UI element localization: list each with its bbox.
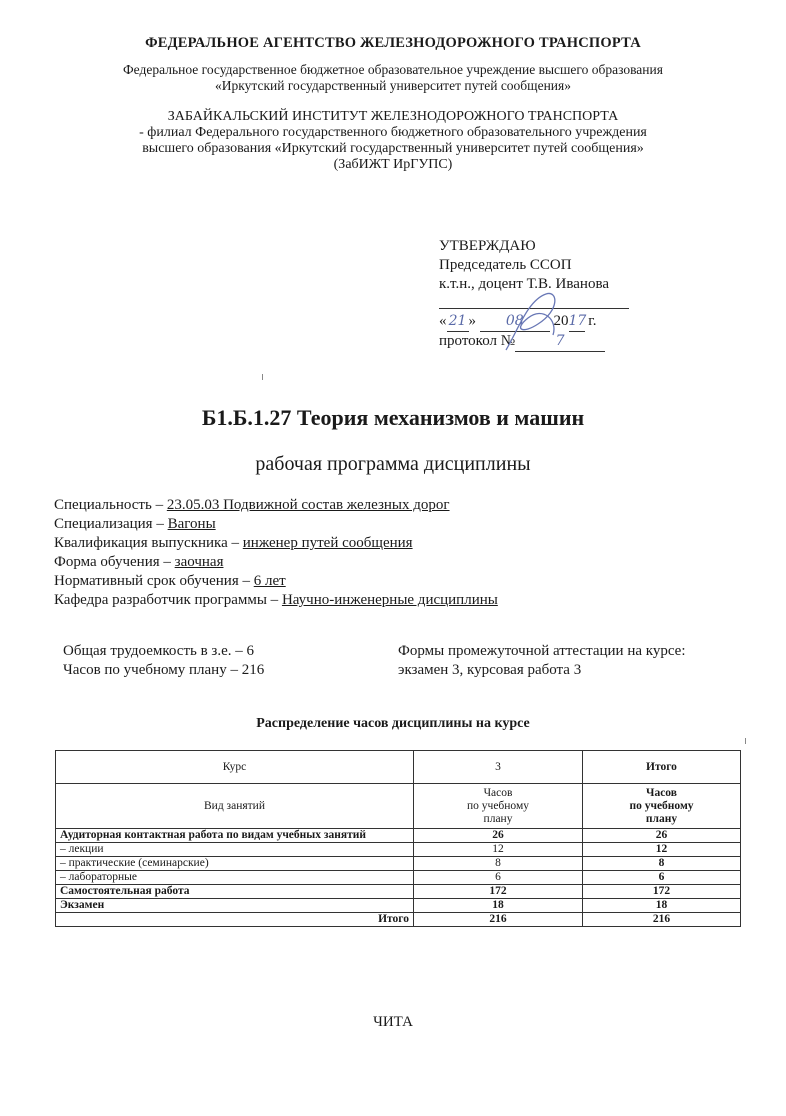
header-course: Курс bbox=[56, 751, 414, 784]
row-value: 12 bbox=[414, 843, 583, 857]
table-row bbox=[56, 843, 741, 857]
row-total: 216 bbox=[583, 913, 741, 927]
date-year-suffix: 17 bbox=[569, 312, 585, 332]
row-name: Аудиторная контактная работа по видам учебных занятий bbox=[56, 829, 414, 843]
department-label: Кафедра разработчик программы – bbox=[54, 592, 282, 608]
table-row bbox=[56, 885, 741, 899]
protocol-label: протокол № bbox=[439, 333, 516, 349]
specialty-value: 23.05.03 Подвижной состав железных дорог bbox=[166, 497, 450, 513]
inst-line-4: (ЗабИЖТ ИрГУПС) bbox=[333, 157, 453, 172]
table-row bbox=[56, 899, 741, 913]
protocol-number: 7 bbox=[515, 332, 605, 352]
study-form-row bbox=[54, 553, 498, 572]
scan-speck bbox=[745, 738, 746, 744]
row-name: Итого bbox=[56, 913, 414, 927]
workload-credits: Общая трудоемкость в з.е. – 6 bbox=[63, 643, 255, 659]
row-total: 18 bbox=[583, 899, 741, 913]
specialization-label: Специализация – bbox=[54, 516, 168, 532]
row-value: 172 bbox=[414, 885, 583, 899]
row-name: – практические (семинарские) bbox=[56, 857, 414, 871]
inst-line-3: высшего образования «Иркутский государственный университет путей сообщения» bbox=[142, 141, 644, 156]
inst-line-1: ЗАБАЙКАЛЬСКИЙ ИНСТИТУТ ЖЕЛЕЗНОДОРОЖНОГО ТРАНСПОРТА bbox=[167, 109, 619, 124]
spec-block bbox=[54, 496, 498, 610]
study-form-value: заочная bbox=[174, 554, 224, 570]
workload-summary bbox=[63, 642, 264, 680]
row-value: 216 bbox=[414, 913, 583, 927]
hours-course-line-1: Часов bbox=[483, 786, 513, 799]
study-term-value: 6 лет bbox=[253, 573, 286, 589]
qualification-label: Квалификация выпускника – bbox=[54, 535, 243, 551]
org-line-1: Федеральное государственное бюджетное образовательное учреждение высшего образования bbox=[123, 62, 663, 77]
date-day: 21 bbox=[447, 312, 469, 332]
assessment-forms-label: Формы промежуточной аттестации на курсе: bbox=[398, 643, 686, 659]
workload-hours: Часов по учебному плану – 216 bbox=[63, 662, 265, 678]
specialty-label: Специальность – bbox=[54, 497, 167, 513]
org-line-2: «Иркутский государственный университет путей сообщения» bbox=[215, 78, 571, 93]
signature-scribble bbox=[498, 290, 568, 355]
discipline-subtitle: рабочая программа дисциплины bbox=[255, 453, 531, 475]
date-year-prefix: 20 bbox=[553, 313, 569, 329]
approver-name: к.т.н., доцент Т.В. Иванова bbox=[439, 276, 610, 292]
hours-total-line-1: Часов bbox=[646, 786, 677, 799]
row-total: 8 bbox=[583, 857, 741, 871]
specialty-row bbox=[54, 496, 498, 515]
table-header-row bbox=[56, 751, 741, 784]
city-footer: ЧИТА bbox=[373, 1014, 413, 1030]
table-subheader-row bbox=[56, 784, 741, 829]
table-row bbox=[56, 857, 741, 871]
approve-label: УТВЕРЖДАЮ bbox=[439, 238, 536, 254]
header-kind: Вид занятий bbox=[56, 784, 414, 829]
assessment-summary bbox=[398, 642, 686, 680]
date-year-end: г. bbox=[588, 313, 597, 329]
row-value: 6 bbox=[414, 871, 583, 885]
discipline-title: Б1.Б.1.27 Теория механизмов и машин bbox=[201, 405, 585, 430]
row-value: 18 bbox=[414, 899, 583, 913]
study-term-row bbox=[54, 572, 498, 591]
qualification-value: инженер путей сообщения bbox=[242, 535, 413, 551]
specialization-row bbox=[54, 515, 498, 534]
org-name bbox=[0, 62, 786, 94]
assessment-forms-value: экзамен 3, курсовая работа 3 bbox=[398, 662, 582, 678]
row-total: 172 bbox=[583, 885, 741, 899]
hours-table bbox=[55, 750, 741, 927]
header-total: Итого bbox=[583, 751, 741, 784]
qualification-row bbox=[54, 534, 498, 553]
row-value: 8 bbox=[414, 857, 583, 871]
hours-course-line-2: по учебному bbox=[467, 799, 529, 812]
department-row bbox=[54, 591, 498, 610]
date-close-quote: » bbox=[468, 313, 476, 329]
row-name: – лекции bbox=[56, 843, 414, 857]
row-total: 6 bbox=[583, 871, 741, 885]
agency-heading: ФЕДЕРАЛЬНОЕ АГЕНТСТВО ЖЕЛЕЗНОДОРОЖНОГО ТРАНСПОРТА bbox=[145, 35, 641, 51]
scan-speck bbox=[262, 374, 263, 380]
table-row-total bbox=[56, 913, 741, 927]
institute-name bbox=[0, 109, 786, 173]
inst-line-2: - филиал Федерального государственного бюджетного образовательного учреждения bbox=[139, 125, 647, 140]
hours-total-line-2: по учебному bbox=[629, 799, 694, 812]
department-value: Научно-инженерные дисциплины bbox=[281, 592, 498, 608]
hours-course-line-3: плану bbox=[483, 812, 513, 825]
table-row bbox=[56, 871, 741, 885]
table-row bbox=[56, 829, 741, 843]
row-name: – лабораторные bbox=[56, 871, 414, 885]
row-value: 26 bbox=[414, 829, 583, 843]
specialization-value: Вагоны bbox=[167, 516, 216, 532]
header-hours-total bbox=[583, 784, 741, 829]
study-form-label: Форма обучения – bbox=[54, 554, 175, 570]
row-total: 26 bbox=[583, 829, 741, 843]
date-month: 08 bbox=[480, 312, 550, 332]
row-name: Экзамен bbox=[56, 899, 414, 913]
approver-position: Председатель ССОП bbox=[439, 257, 572, 273]
header-hours-course bbox=[414, 784, 583, 829]
header-course-number: 3 bbox=[414, 751, 583, 784]
study-term-label: Нормативный срок обучения – bbox=[54, 573, 254, 589]
date-open-quote: « bbox=[439, 313, 447, 329]
hours-table-title: Распределение часов дисциплины на курсе bbox=[256, 716, 530, 731]
row-total: 12 bbox=[583, 843, 741, 857]
row-name: Самостоятельная работа bbox=[56, 885, 414, 899]
hours-total-line-3: плану bbox=[645, 812, 678, 825]
